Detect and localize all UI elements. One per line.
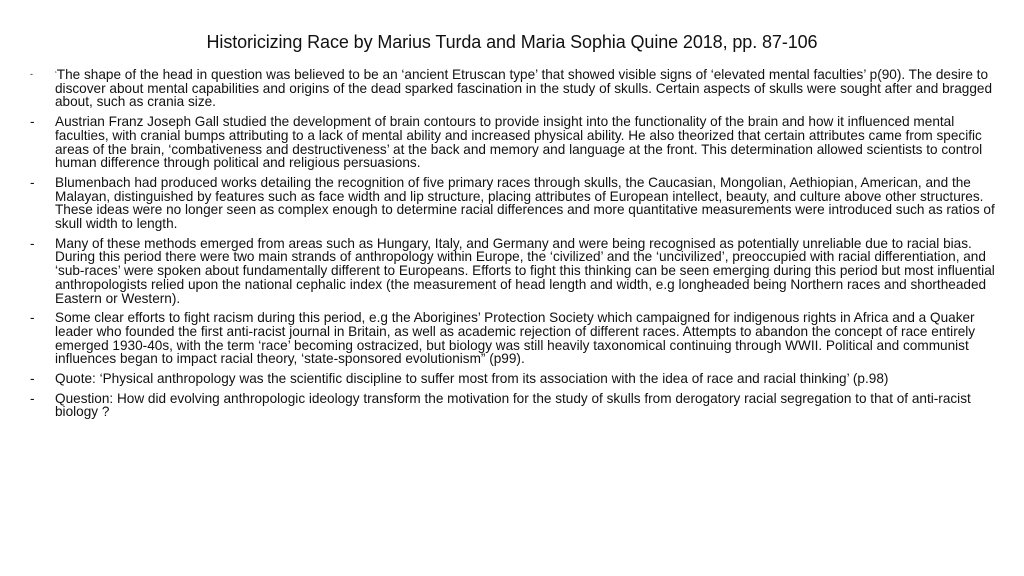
bullet-list [30,68,996,425]
bullet-text: Question: How did evolving anthropologic ideology transform the motivation for the study of skulls from derogatory racial segregation to that of anti-racist biology ? [55,390,971,420]
bullet-marker: - [30,114,35,130]
bullet-text: Some clear efforts to fight racism during this period, e.g the Aborigines’ Protection Society which campaigned for indigenous rights in Africa and a Quaker leader who founded the first anti-racist journal in Britain, as well as academic rejection of different races. Attempts to abandon the concept of race entirely emerged 1930-40s, with the term ‘race’ becoming ostracized, but biology was still heavily taxonomical continuing through WWII. Political and communist influences began to impact racial theory, ‘state-sponsored evolutionism” (p99). [55,310,976,367]
bullet-text [55,68,996,109]
bullet-marker: - [30,235,35,251]
bullet-marker: - [30,69,33,79]
bullet-text: Blumenbach had produced works detailing the recognition of five primary races through skulls, the Caucasian, Mongolian, Aethiopian, American, and the Malayan, distinguished by features such as face width and lip structure, placing attributes of European intellect, beauty, and culture above other structures. These ideas were no longer seen as complex enough to determine racial differences and more quantitative measurements were introduced such as ratios of skull width to length. [55,174,995,232]
bullet-marker: - [30,371,35,387]
bullet-item [30,392,996,419]
slide-title: Historicizing Race by Marius Turda and Maria Sophia Quine 2018, pp. 87-106 [206,32,818,52]
bullet-item [30,237,996,306]
bullet-item [30,372,996,386]
bullet-item [30,68,996,109]
bullet-text: Austrian Franz Joseph Gall studied the development of brain contours to provide insight into the functionality of the brain and how it influenced mental faculties, with cranial bumps attributing to a lack of mental ability and increased physical ability. He also theorized that certain attributes came from specific areas of the brain, ‘combativeness and destructiveness’ at the back and memory and language at the front. This determination allowed scientists to control human difference through political and religious persuasions. [55,114,983,171]
bullet-item [30,176,996,231]
bullet-marker: - [30,390,35,406]
bullet-marker: - [30,174,35,190]
bullet-text: Many of these methods emerged from areas such as Hungary, Italy, and Germany and were being recognised as potentially unreliable due to racial bias. During this period there were two main strands of anthropology within Europe, the ‘civilized’ and the ‘uncivilized’, preoccupied with racial differentiation, and ‘sub-races’ were spoken about fundamentally different to Europeans. Efforts to fight this thinking can be seen emerging during this period but most influential anthropologists relied upon the national cephalic index (the measurement of head length and width, e.g longheaded being Northern races and shortheaded Eastern or Western). [55,235,995,306]
bullet-text-body: The shape of the head in question was believed to be an ‘ancient Etruscan type’ that showed visible signs of ‘elevated mental faculties’ p(90). The desire to discover about mental capabilities and origins of the dead sparked fascination in the study of skulls. Certain aspects of skulls were sought after and bragged about, such as crania size. [55,67,992,110]
bullet-item [30,311,996,366]
bullet-marker: - [30,310,35,326]
bullet-item [30,115,996,170]
opening-quote-mark: ‘ [55,70,57,79]
bullet-text: Quote: ‘Physical anthropology was the scientific discipline to suffer most from its association with the idea of race and racial thinking’ (p.98) [55,371,889,387]
